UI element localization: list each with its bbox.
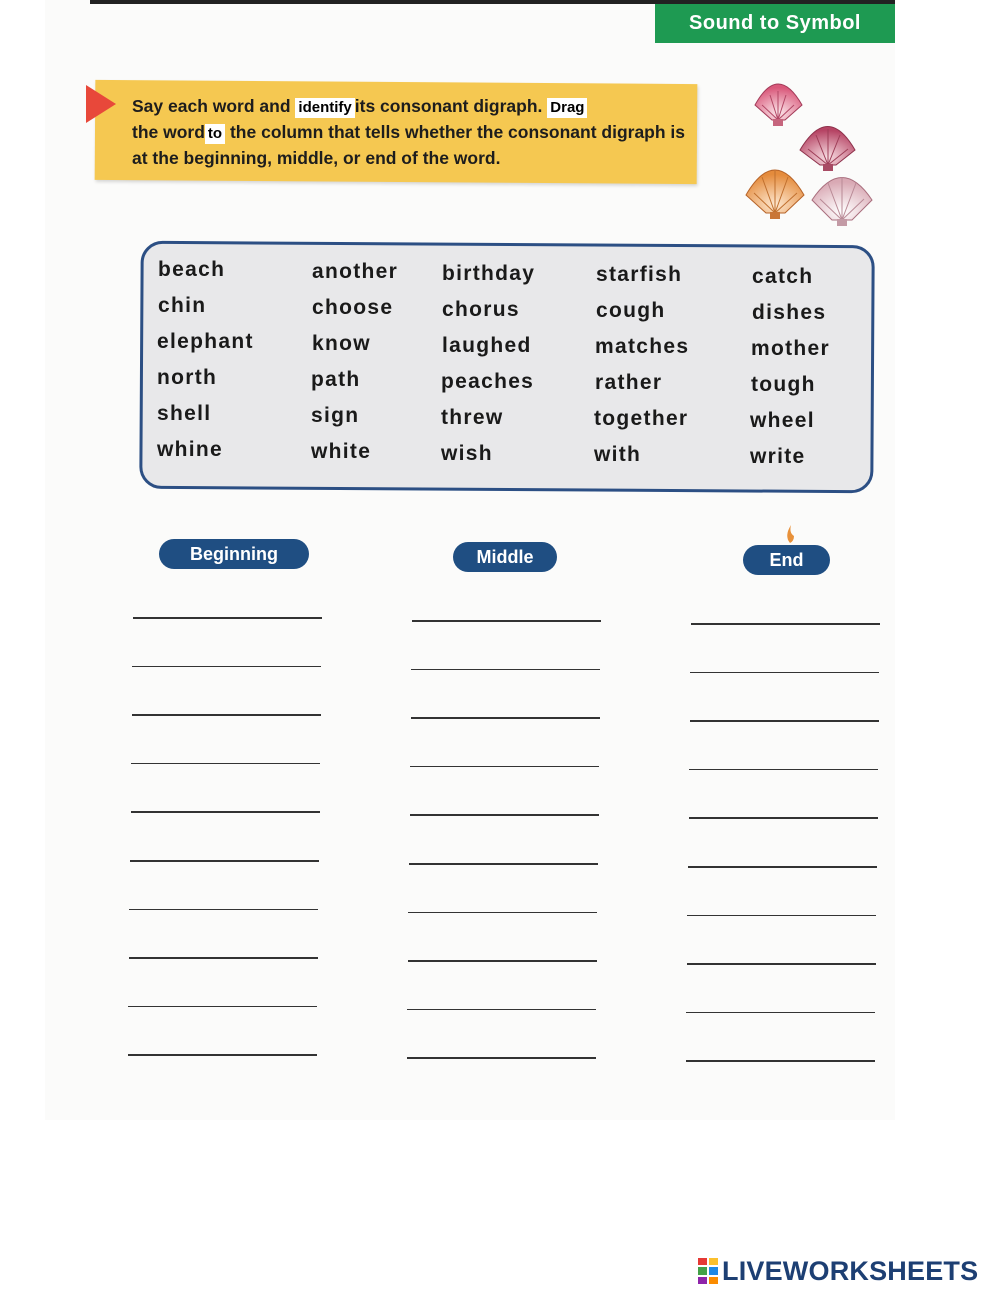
answer-slot-end[interactable]: [689, 769, 878, 771]
instruction-part-4: the column that tells whether the consonant digraph is at the beginning, middle, or end of the word.: [132, 122, 686, 168]
answer-slot-beginning[interactable]: [133, 617, 322, 619]
answer-slot-middle[interactable]: [412, 620, 601, 622]
word-bank-item[interactable]: shell: [157, 402, 212, 425]
pointer-arrow-icon: [86, 85, 116, 123]
word-bank-item[interactable]: chin: [158, 294, 207, 317]
shell-icon: [812, 177, 872, 226]
answer-slot-end[interactable]: [689, 817, 878, 819]
word-bank-item[interactable]: another: [312, 260, 399, 283]
answer-blank-to[interactable]: to: [205, 124, 225, 144]
word-bank-item[interactable]: laughed: [442, 334, 532, 357]
word-bank-item[interactable]: sign: [311, 404, 360, 427]
instruction-part-1: Say each word and: [132, 96, 291, 116]
word-bank-item[interactable]: together: [594, 407, 689, 430]
answer-blank-drag[interactable]: Drag: [547, 98, 587, 118]
word-bank-item[interactable]: wish: [441, 442, 493, 465]
answer-slot-end[interactable]: [686, 1012, 875, 1014]
answer-slot-beginning[interactable]: [129, 957, 318, 959]
word-bank-item[interactable]: path: [311, 368, 361, 391]
word-bank-item[interactable]: matches: [595, 335, 690, 358]
word-bank-item[interactable]: rather: [595, 371, 663, 394]
answer-slot-beginning[interactable]: [128, 1006, 317, 1008]
word-bank-item[interactable]: beach: [158, 258, 226, 281]
word-bank-item[interactable]: birthday: [442, 262, 536, 285]
seashells-illustration: [740, 65, 885, 235]
answer-slot-end[interactable]: [686, 1060, 875, 1062]
word-bank-item[interactable]: starfish: [596, 263, 683, 286]
answer-slot-middle[interactable]: [410, 814, 599, 816]
answer-slot-beginning[interactable]: [130, 860, 319, 862]
liveworksheets-logo: [698, 1253, 994, 1289]
flame-icon: [783, 524, 797, 544]
word-bank-item[interactable]: threw: [441, 406, 504, 429]
word-bank-item[interactable]: elephant: [157, 330, 254, 353]
shell-icon: [746, 170, 804, 219]
answer-slot-middle[interactable]: [408, 912, 597, 914]
word-bank-item[interactable]: wheel: [750, 409, 815, 432]
answer-slot-beginning[interactable]: [132, 714, 321, 716]
answer-slot-middle[interactable]: [407, 1009, 596, 1011]
word-bank-item[interactable]: cough: [596, 299, 666, 322]
answer-slot-beginning[interactable]: [131, 763, 320, 765]
word-bank-item[interactable]: choose: [312, 296, 394, 319]
word-bank-item[interactable]: dishes: [752, 301, 827, 324]
shell-icon: [755, 84, 802, 126]
answer-blank-identify[interactable]: identify: [295, 98, 354, 118]
word-bank-item[interactable]: with: [594, 443, 642, 466]
instruction-text: [132, 93, 692, 171]
answer-slot-middle[interactable]: [410, 766, 599, 768]
column-header-beginning: Beginning: [159, 539, 309, 569]
answer-slot-end[interactable]: [691, 623, 880, 625]
column-header-middle: Middle: [453, 542, 557, 572]
answer-slot-middle[interactable]: [411, 669, 600, 671]
answer-slot-middle[interactable]: [409, 863, 598, 865]
answer-slot-middle[interactable]: [407, 1057, 596, 1059]
answer-slot-end[interactable]: [690, 672, 879, 674]
word-bank-item[interactable]: north: [157, 366, 218, 389]
brand-name: LIVEWORKSHEETS: [722, 1255, 979, 1286]
word-bank-item[interactable]: catch: [752, 265, 814, 288]
answer-slot-middle[interactable]: [411, 717, 600, 719]
answer-slot-beginning[interactable]: [128, 1054, 317, 1056]
word-bank-item[interactable]: peaches: [441, 370, 535, 393]
liveworksheets-logo-icon: [698, 1258, 718, 1284]
word-bank-item[interactable]: write: [750, 445, 806, 468]
answer-slot-beginning[interactable]: [132, 666, 321, 668]
word-bank-item[interactable]: white: [311, 440, 372, 463]
column-header-end: End: [743, 545, 830, 575]
section-banner: Sound to Symbol: [655, 4, 895, 43]
word-bank-item[interactable]: chorus: [442, 298, 520, 321]
answer-slot-end[interactable]: [690, 720, 879, 722]
word-bank-item[interactable]: tough: [751, 373, 816, 396]
answer-slot-beginning[interactable]: [131, 811, 320, 813]
word-bank-item[interactable]: know: [312, 332, 371, 355]
instruction-part-3: the word: [132, 122, 205, 142]
answer-slot-middle[interactable]: [408, 960, 597, 962]
shell-icon: [800, 127, 855, 172]
answer-slot-beginning[interactable]: [129, 909, 318, 911]
answer-slot-end[interactable]: [687, 915, 876, 917]
word-bank-item[interactable]: mother: [751, 337, 830, 360]
instruction-part-2: its consonant digraph.: [354, 96, 543, 116]
word-bank-item[interactable]: whine: [157, 438, 224, 461]
answer-slot-end[interactable]: [688, 866, 877, 868]
answer-slot-end[interactable]: [687, 963, 876, 965]
